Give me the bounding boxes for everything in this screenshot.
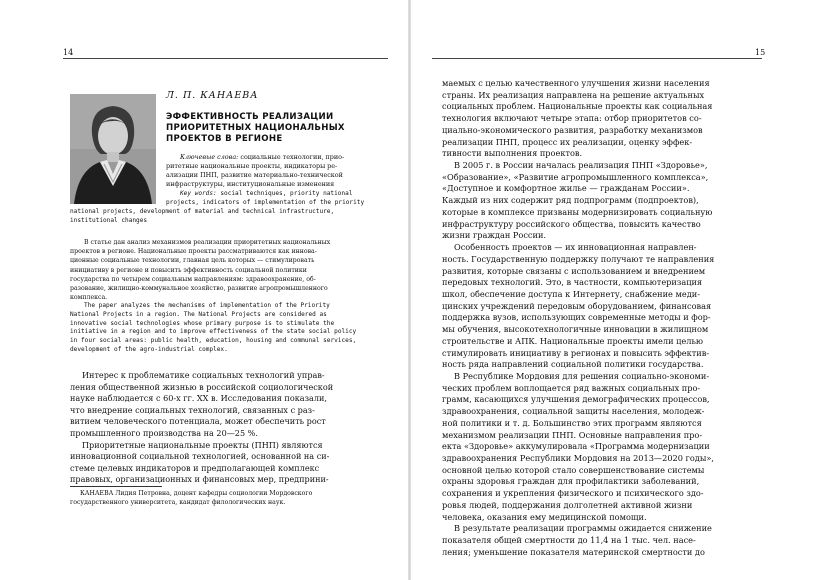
- footnote-line: государственного университета, кандидат филологических наук.: [70, 499, 286, 507]
- body-line: В 2005 г. в России началась реализация ПНП «Здоровье»,: [454, 160, 708, 171]
- body-line: промышленного производства на 20—25 %.: [70, 427, 258, 438]
- keywords-line: ритетные национальные проекты, индикаторы ре-: [166, 162, 338, 170]
- right-page: [410, 0, 820, 580]
- body-line: ность ряда направлений социальной политики государства.: [442, 359, 704, 370]
- keywords-line: Ключевые слова: социальные технологии, прио-: [180, 153, 345, 161]
- page-number: 15: [755, 48, 766, 57]
- body-line: поддержка вузов, использующих современные методы и фор-: [442, 312, 711, 323]
- body-line: страны. Их реализация направлена на решение актуальных: [442, 89, 705, 100]
- body-line: маемых с целью качественного улучшения жизни населения: [442, 78, 710, 88]
- body-line: что внедрение социальных технологий, связанных с раз-: [70, 404, 315, 415]
- keywords-line: ализации ПНП, развитие материально-технической: [166, 171, 343, 179]
- author-photo: [70, 94, 156, 204]
- abstract-line: В статье дан анализ механизмов реализации приоритетных национальных: [84, 239, 331, 246]
- body-line: ной политики и т. д. Большинство этих программ являются: [442, 417, 702, 428]
- body-line: инновационной социальной технологией, основанной на си-: [70, 451, 330, 462]
- body-line: передовых технологий. Это, в частности, компьютеризация: [442, 277, 703, 288]
- body-line: здравоохранения, социальной защиты населения, молодеж-: [442, 406, 705, 417]
- keywords-line: инфраструктуры, институциональные изменения: [166, 180, 335, 188]
- abstract-ru: [70, 238, 388, 302]
- abstract-line: разование, жилищно-коммунальное хозяйство, развитие агропромышленного: [70, 285, 328, 293]
- keywords-line: national projects, development of material and technical infrastructure,: [70, 208, 335, 215]
- body-line: В результате реализации программы ожидается снижение: [454, 523, 712, 534]
- footnote-line: КАНАЕВА Лидия Петровна, доцент кафедры социологии Мордовского: [80, 490, 313, 497]
- body-line: охраны здоровья граждан для профилактики заболеваний,: [442, 476, 700, 487]
- body-line: витием человеческого потенциала, может обеспечить рост: [70, 416, 326, 427]
- body-line: «Образование», «Развитие агропромышленного комплекса»,: [442, 171, 709, 182]
- title-line: ПРИОРИТЕТНЫХ НАЦИОНАЛЬНЫХ: [166, 123, 345, 133]
- title-line: ПРОЕКТОВ В РЕГИОНЕ: [166, 134, 283, 144]
- body-line: ления; уменьшение показателя материнской смертности до: [442, 546, 705, 557]
- body-line: Интерес к проблематике социальных технологий управ-: [82, 370, 325, 380]
- abstract-line: in four social areas: public health, education, housing and communal services,: [70, 337, 357, 345]
- body-line: строительстве и АПК. Национальные проекты имели целью: [442, 335, 704, 346]
- body-line: мы обучения, высокотехнологичные инновации в жилищном: [442, 324, 709, 335]
- abstract-line: development of the agro-industrial complex.: [70, 345, 228, 353]
- abstract-line: National Projects in a region. The National Projects are considered as: [70, 310, 327, 318]
- body-line: инфраструктуру российского общества, повысить качество: [442, 218, 701, 229]
- body-line: стеме целевых индикаторов и предполагающей комплекс: [70, 462, 320, 473]
- title-line: ЭФФЕКТИВНОСТЬ РЕАЛИЗАЦИИ: [166, 112, 334, 122]
- article-title: [166, 112, 386, 145]
- keywords-line: Key words: social techniques, priority national: [180, 190, 353, 197]
- body-line: ность. Государственную поддержку получают те направления: [442, 253, 715, 264]
- author-portrait-image: [70, 94, 156, 204]
- body-line: механизмом реализации ПНП. Основные направления про-: [442, 429, 703, 440]
- body-line: социальных проблем. Национальные проекты как социальная: [442, 101, 713, 112]
- body-line: цинских учреждений передовым оборудованием, финансовая: [442, 300, 712, 311]
- body-line: реализации ПНП, процесс их реализации, оценку эффек-: [442, 136, 693, 147]
- body-text: [442, 78, 752, 558]
- body-line: Особенность проектов — их инновационная направлен-: [454, 242, 697, 253]
- body-line: Приоритетные национальные проекты (ПНП) являются: [82, 439, 323, 450]
- author-name: Л. П. КАНАЕВА: [166, 90, 259, 101]
- header-rule: [432, 58, 762, 59]
- body-line: грамм, касающихся улучшения демографических процессов,: [442, 394, 710, 405]
- body-line: Каждый из них содержит ряд подпрограмм (подпроектов),: [442, 195, 699, 206]
- body-line: «Доступное и комфортное жилье — гражданам России».: [442, 183, 690, 194]
- body-line: школ, обеспечение доступа к Интернету, снабжение меди-: [442, 288, 700, 299]
- body-line: основной целью которой стало совершенствование системы: [442, 464, 705, 475]
- keywords-ru: [166, 153, 388, 189]
- body-line: сохранения и укрепления физического и психического здо-: [442, 488, 704, 499]
- abstract-line: комплекса.: [70, 294, 108, 302]
- page-number: 14: [63, 48, 74, 57]
- abstract-line: innovative social technologies whose primary purpose is to stimulate the: [70, 319, 335, 327]
- abstract-line: инициативу в регионе и повысить эффективность социальной политики: [70, 266, 307, 274]
- abstract-en: [70, 302, 388, 355]
- body-line: ровья людей, поддержания долголетней активной жизни: [442, 499, 693, 510]
- abstract-line: государства по четырем социальным направлениям: здравоохранение, об-: [70, 275, 316, 283]
- keywords-line: institutional changes: [70, 217, 148, 224]
- body-line: науке наблюдается с 60-х гг. XX в. Исследования показали,: [70, 393, 327, 404]
- body-line: ческих проблем воплощается ряд важных социальных про-: [442, 382, 701, 393]
- footnote-rule: [70, 486, 162, 487]
- body-line: ления общественной жизнью в российской социологической: [70, 381, 334, 392]
- body-line: циально-экономического развития, разработку механизмов: [442, 124, 703, 135]
- header-rule: [63, 58, 388, 59]
- body-text: [70, 370, 388, 486]
- abstract-line: ционные социальные технологии, главная цель которых — стимулировать: [70, 257, 315, 265]
- body-line: екта «Здоровье» аккумулировала «Программа модернизации: [442, 441, 710, 452]
- abstract-line: initiative in a region and to improve effectiveness of the state social policy: [70, 328, 357, 336]
- abstract-line: проектов в регионе. Национальные проекты рассматриваются как иннова-: [70, 248, 317, 256]
- body-line: В Республике Мордовия для решения социально-экономи-: [454, 370, 710, 381]
- keywords-line: projects, indicators of implementation of the priority: [166, 199, 365, 206]
- body-line: здравоохранения Республики Мордовия на 2013—2020 годы»,: [442, 453, 714, 463]
- footnote: [70, 489, 388, 507]
- keywords-en: [70, 189, 388, 225]
- body-line: правовых, организационных и финансовых мер, предприни-: [70, 474, 329, 485]
- body-line: жизни граждан России.: [442, 230, 547, 241]
- body-line: тивности выполнения проектов.: [442, 148, 583, 159]
- abstract-line: The paper analyzes the mechanisms of implementation of the Priority: [84, 302, 330, 309]
- body-line: которые в комплексе призваны модернизировать социальную: [442, 206, 713, 217]
- body-line: стимулировать инициативу в регионах и повысить эффектив-: [442, 347, 710, 358]
- body-line: технология включают четыре этапа: отбор приоритетов со-: [442, 113, 702, 124]
- body-line: человека, оказания ему медицинской помощи.: [442, 511, 647, 522]
- body-line: показателя общей смертности до 11,4 на 1 тыс. чел. насе-: [442, 535, 696, 546]
- body-line: развития, которые связаны с использованием и внедрением: [442, 265, 706, 276]
